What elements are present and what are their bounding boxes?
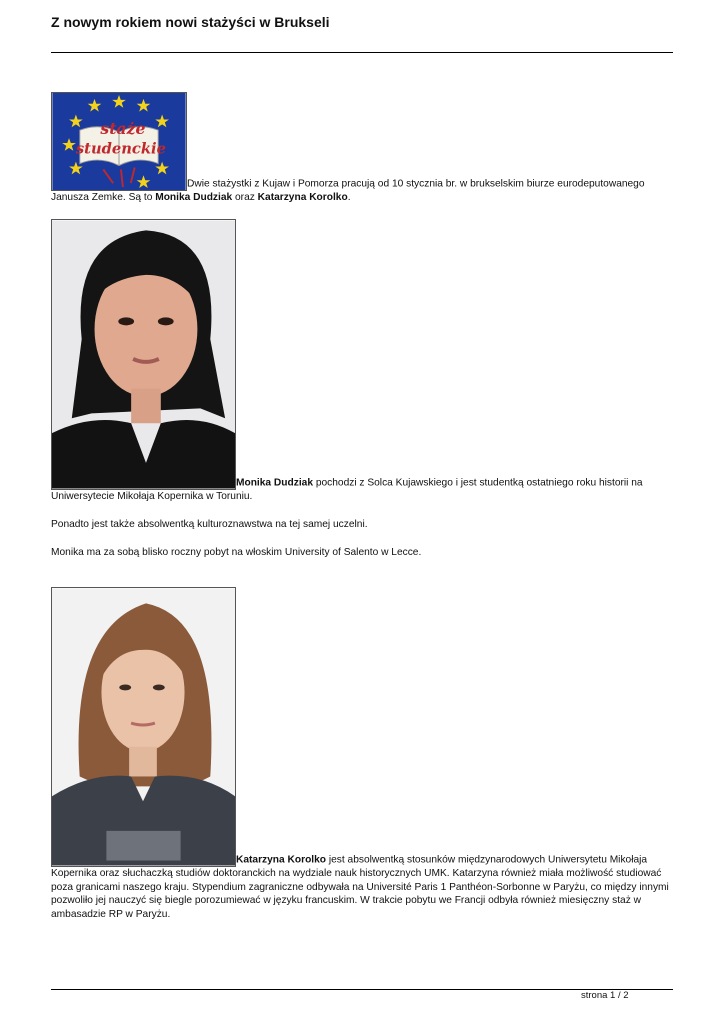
monika-paragraph bbox=[51, 219, 676, 504]
footer-divider bbox=[51, 989, 673, 990]
svg-text:studenckie: studenckie bbox=[75, 140, 166, 158]
intro-text-a: Dwie stażystki z Kujaw i Pomorza pracują od 10 stycznia br. w brukselskim biurze eurodeputowanego Janusza Zemke. Są to bbox=[51, 178, 645, 203]
monika-dudziak-photo bbox=[51, 219, 236, 490]
monika-paragraph-2: Ponadto jest także absolwentką kulturoznawstwa na tej samej uczelni. bbox=[51, 519, 368, 530]
intro-name-katarzyna: Katarzyna Korolko bbox=[257, 192, 348, 203]
monika-name: Monika Dudziak bbox=[236, 477, 313, 489]
svg-text:staże: staże bbox=[100, 119, 146, 139]
monika-paragraph-3: Monika ma za sobą blisko roczny pobyt na włoskim University of Salento w Lecce. bbox=[51, 547, 422, 558]
staze-studenckie-logo-image bbox=[51, 92, 187, 191]
katarzyna-paragraph bbox=[51, 587, 676, 921]
intro-text-c: . bbox=[347, 192, 351, 203]
intro-name-monika: Monika Dudziak bbox=[155, 192, 233, 203]
intro-paragraph bbox=[51, 92, 676, 205]
monika-text: pochodzi z Solca Kujawskiego i jest studentką ostatniego roku historii na Uniwersytecie Mikołaja Kopernika w Toruniu. bbox=[51, 477, 643, 502]
page-number: strona 1 / 2 bbox=[581, 990, 629, 1001]
katarzyna-name: Katarzyna Korolko bbox=[236, 854, 327, 866]
katarzyna-korolko-photo bbox=[51, 587, 236, 867]
katarzyna-text: jest absolwentką stosunków międzynarodowych Uniwersytetu Mikołaja Kopernika oraz słuchaczką studiów doktoranckich na wydziale nauk historycznych UMK. Katarzyna również miała możliwość studiować poza granicami naszego kraju. Stypendium zagraniczne odbywała na Université Paris 1 Panthéon-Sorbonne w Paryżu, co między innymi pozwoliło jej nauczyć się biegle porozumiewać w języku francuskim. W trakcie pobytu we Francji odbyła również miesięczny staż w ambasadzie RP w Paryżu. bbox=[51, 854, 669, 920]
header-divider bbox=[51, 52, 673, 53]
page-title: Z nowym rokiem nowi stażyści w Brukseli bbox=[51, 14, 330, 30]
intro-text-b: oraz bbox=[232, 192, 258, 203]
